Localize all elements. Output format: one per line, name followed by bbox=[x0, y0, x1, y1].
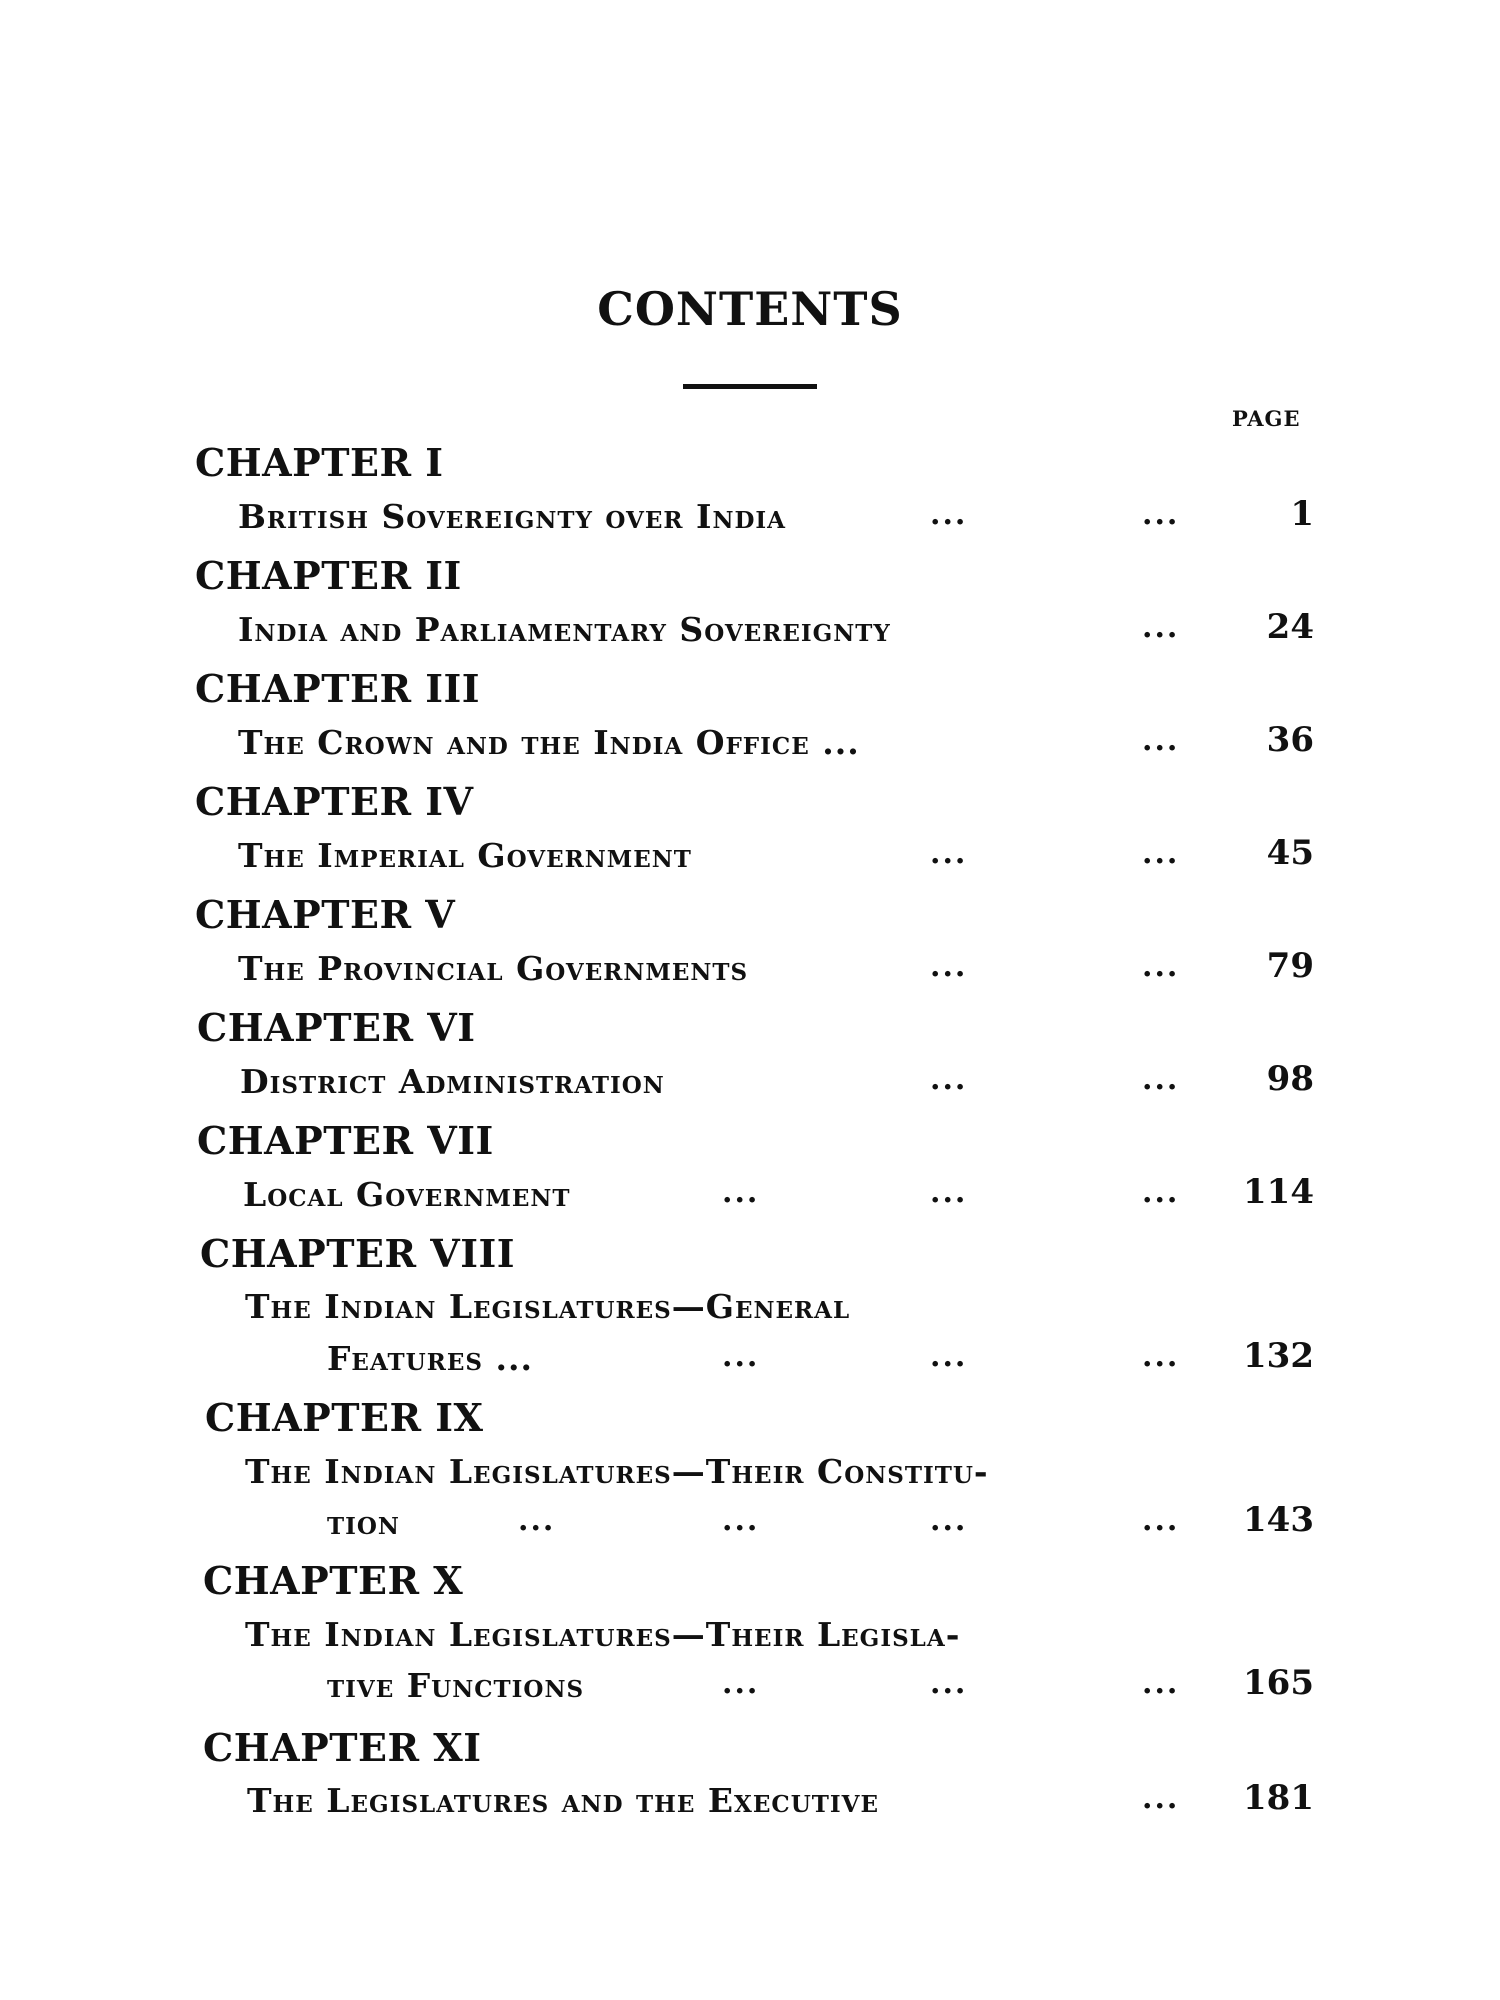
dot-leader: ... bbox=[1142, 1339, 1180, 1374]
chapter-title[interactable]: Local Government bbox=[243, 1175, 571, 1214]
dot-leader: ... bbox=[1142, 949, 1180, 984]
dot-leader: ... bbox=[930, 1062, 968, 1097]
chapter-label: CHAPTER V bbox=[195, 892, 456, 937]
dot-leader: ... bbox=[722, 1339, 760, 1374]
page-number: 1 bbox=[1290, 494, 1314, 534]
dot-leader: ... bbox=[1142, 497, 1180, 532]
chapter-label: CHAPTER VI bbox=[197, 1005, 476, 1050]
page-number: 98 bbox=[1266, 1059, 1314, 1099]
page-number: 24 bbox=[1266, 607, 1314, 647]
chapter-label: CHAPTER II bbox=[195, 553, 462, 598]
page-number: 143 bbox=[1243, 1500, 1314, 1540]
dot-leader: ... bbox=[722, 1503, 760, 1538]
chapter-title[interactable]: The Indian Legislatures—Their Constitu- bbox=[245, 1452, 989, 1491]
chapter-title[interactable]: The Crown and the India Office ... bbox=[238, 723, 860, 762]
chapter-title[interactable]: The Legislatures and the Executive bbox=[247, 1781, 880, 1820]
chapter-label: CHAPTER I bbox=[195, 440, 444, 485]
page-number: 45 bbox=[1266, 833, 1314, 873]
toc-entry-chapter-3 bbox=[0, 666, 1500, 762]
chapter-title-continuation[interactable]: tion bbox=[327, 1503, 400, 1542]
chapter-label: CHAPTER X bbox=[203, 1558, 464, 1603]
chapter-title[interactable]: The Indian Legislatures—General bbox=[245, 1287, 851, 1326]
dot-leader: ... bbox=[1142, 723, 1180, 758]
dot-leader: ... bbox=[1142, 1781, 1180, 1816]
toc-entry-chapter-1 bbox=[0, 440, 1500, 536]
toc-entry-chapter-4 bbox=[0, 779, 1500, 875]
toc-entry-chapter-11 bbox=[0, 1725, 1500, 1820]
toc-entry-chapter-8 bbox=[0, 1231, 1500, 1378]
page-number: 79 bbox=[1266, 946, 1314, 986]
page-number: 114 bbox=[1243, 1172, 1314, 1212]
chapter-label: CHAPTER VIII bbox=[200, 1231, 516, 1276]
chapter-label: CHAPTER IX bbox=[205, 1395, 484, 1440]
toc-entry-chapter-5 bbox=[0, 892, 1500, 988]
toc-entry-chapter-10 bbox=[0, 1558, 1500, 1705]
chapter-title[interactable]: India and Parliamentary Sovereignty bbox=[238, 610, 891, 649]
page-column-label: PAGE bbox=[1232, 406, 1301, 431]
dot-leader: ... bbox=[1142, 1503, 1180, 1538]
dot-leader: ... bbox=[930, 497, 968, 532]
chapter-title[interactable]: The Imperial Government bbox=[238, 836, 692, 875]
dot-leader: ... bbox=[930, 836, 968, 871]
dot-leader: ... bbox=[722, 1666, 760, 1701]
chapter-title[interactable]: The Indian Legislatures—Their Legisla- bbox=[245, 1615, 961, 1654]
dot-leader: ... bbox=[518, 1503, 556, 1538]
chapter-label: CHAPTER III bbox=[195, 666, 481, 711]
chapter-title-continuation[interactable]: Features ... bbox=[327, 1339, 533, 1378]
toc-entry-chapter-7 bbox=[0, 1118, 1500, 1214]
toc-entry-chapter-6 bbox=[0, 1005, 1500, 1101]
chapter-title-continuation[interactable]: tive Functions bbox=[327, 1666, 585, 1705]
title-rule bbox=[683, 384, 817, 389]
page-number: 181 bbox=[1243, 1778, 1314, 1818]
chapter-label: CHAPTER XI bbox=[203, 1725, 482, 1770]
dot-leader: ... bbox=[930, 1666, 968, 1701]
dot-leader: ... bbox=[930, 949, 968, 984]
dot-leader: ... bbox=[930, 1339, 968, 1374]
chapter-title[interactable]: District Administration bbox=[240, 1062, 665, 1101]
page-number: 132 bbox=[1243, 1336, 1314, 1376]
dot-leader: ... bbox=[930, 1175, 968, 1210]
dot-leader: ... bbox=[1142, 1666, 1180, 1701]
chapter-title[interactable]: The Provincial Governments bbox=[238, 949, 749, 988]
toc-entry-chapter-2 bbox=[0, 553, 1500, 649]
dot-leader: ... bbox=[722, 1175, 760, 1210]
dot-leader: ... bbox=[1142, 1062, 1180, 1097]
chapter-label: CHAPTER VII bbox=[197, 1118, 494, 1163]
dot-leader: ... bbox=[930, 1503, 968, 1538]
dot-leader: ... bbox=[1142, 1175, 1180, 1210]
chapter-title[interactable]: British Sovereignty over India bbox=[238, 497, 787, 536]
toc-entry-chapter-9 bbox=[0, 1395, 1500, 1542]
chapter-label: CHAPTER IV bbox=[195, 779, 474, 824]
dot-leader: ... bbox=[1142, 836, 1180, 871]
dot-leader: ... bbox=[1142, 610, 1180, 645]
page-number: 36 bbox=[1266, 720, 1314, 760]
page-title: CONTENTS bbox=[597, 282, 903, 336]
page-number: 165 bbox=[1243, 1663, 1314, 1703]
